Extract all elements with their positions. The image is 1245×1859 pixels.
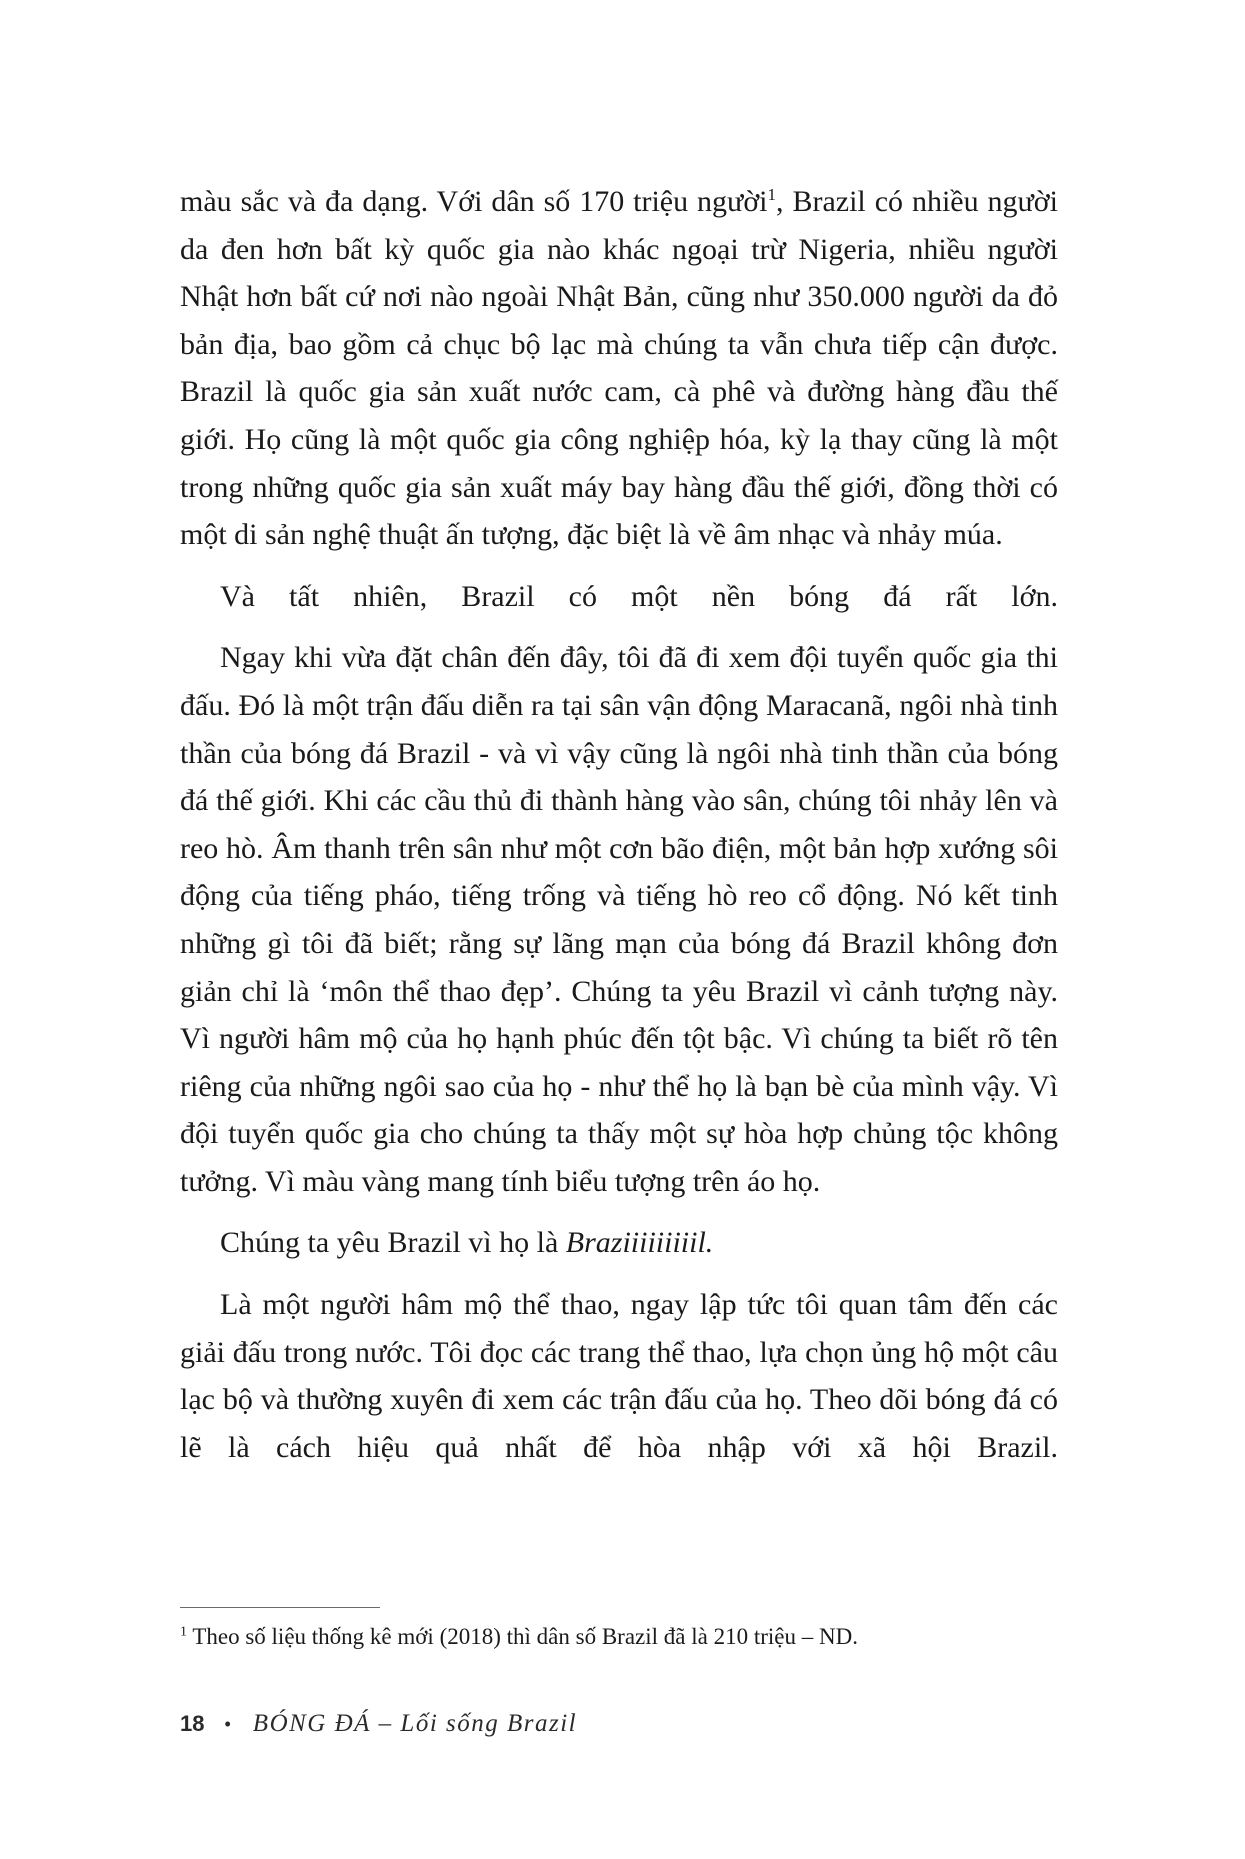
- footnote-divider: [180, 1607, 380, 1608]
- footnote-marker: 1: [180, 1624, 187, 1640]
- main-text: [180, 178, 1058, 1471]
- book-title: BÓNG ĐÁ – Lối sống Brazil: [252, 1710, 578, 1737]
- paragraph-1-text-end: , Brazil có nhiều người da đen hơn bất kỳ quốc gia nào khác ngoại trừ Nigeria, nhiều người Nhật hơn bất cứ nơi nào ngoài Nhật Bản, cũng như 350.000 người da đỏ bản địa, bao gồm cả chục bộ lạc mà chúng ta vẫn chưa tiếp cận được. Brazil là quốc gia sản xuất nước cam, cà phê và đường hàng đầu thế giới. Họ cũng là một quốc gia công nghiệp hóa, kỳ lạ thay cũng là một trong những quốc gia sản xuất máy bay hàng đầu thế giới, đồng thời có một di sản nghệ thuật ấn tượng, đặc biệt là về âm nhạc và nhảy múa.: [180, 185, 1058, 552]
- paragraph-1: [180, 178, 1058, 559]
- paragraph-4-text: Chúng ta yêu Brazil vì họ là: [220, 1226, 566, 1260]
- paragraph-3: Ngay khi vừa đặt chân đến đây, tôi đã đi xem đội tuyển quốc gia thi đấu. Đó là một trận đấu diễn ra tại sân vận động Maracanã, ngôi nhà tinh thần của bóng đá Brazil - và vì vậy cũng là ngôi nhà tinh thần của bóng đá thế giới. Khi các cầu thủ đi thành hàng vào sân, chúng tôi nhảy lên và reo hò. Âm thanh trên sân như một cơn bão điện, một bản hợp xướng sôi động của tiếng pháo, tiếng trống và tiếng hò reo cổ động. Nó kết tinh những gì tôi đã biết; rằng sự lãng mạn của bóng đá Brazil không đơn giản chỉ là ‘môn thể thao đẹp’. Chúng ta yêu Brazil vì cảnh tượng này. Vì người hâm mộ của họ hạnh phúc đến tột bậc. Vì chúng ta biết rõ tên riêng của những ngôi sao của họ - như thể họ là bạn bè của mình vậy. Vì đội tuyển quốc gia cho chúng ta thấy một sự hòa hợp chủng tộc không tưởng. Vì màu vàng mang tính biểu tượng trên áo họ.: [180, 641, 1058, 1198]
- page-number: 18: [180, 1711, 205, 1736]
- footnote: [180, 1622, 1058, 1652]
- running-footer: [180, 1706, 577, 1742]
- paragraph-5: Là một người hâm mộ thể thao, ngay lập tức tôi quan tâm đến các giải đấu trong nước. Tôi đọc các trang thể thao, lựa chọn ủng hộ một câu lạc bộ và thường xuyên đi xem các trận đấu của họ. Theo dõi bóng đá có lẽ là cách hiệu quả nhất để hòa nhập với xã hội Brazil.: [180, 1288, 1058, 1464]
- paragraph-1-text-start: màu sắc và đa dạng. Với dân số 170 triệu người: [180, 185, 768, 218]
- footer-bullet: •: [224, 1713, 231, 1734]
- paragraph-2: Và tất nhiên, Brazil có một nền bóng đá rất lớn.: [220, 579, 1058, 613]
- footnote-reference: 1: [767, 185, 777, 204]
- footnote-text: Theo số liệu thống kê mới (2018) thì dân số Brazil đã là 210 triệu – ND.: [187, 1624, 858, 1649]
- paragraph-4-italic-word: Braziiiiiiiiil.: [565, 1226, 714, 1260]
- paragraph-4: [180, 1219, 1058, 1267]
